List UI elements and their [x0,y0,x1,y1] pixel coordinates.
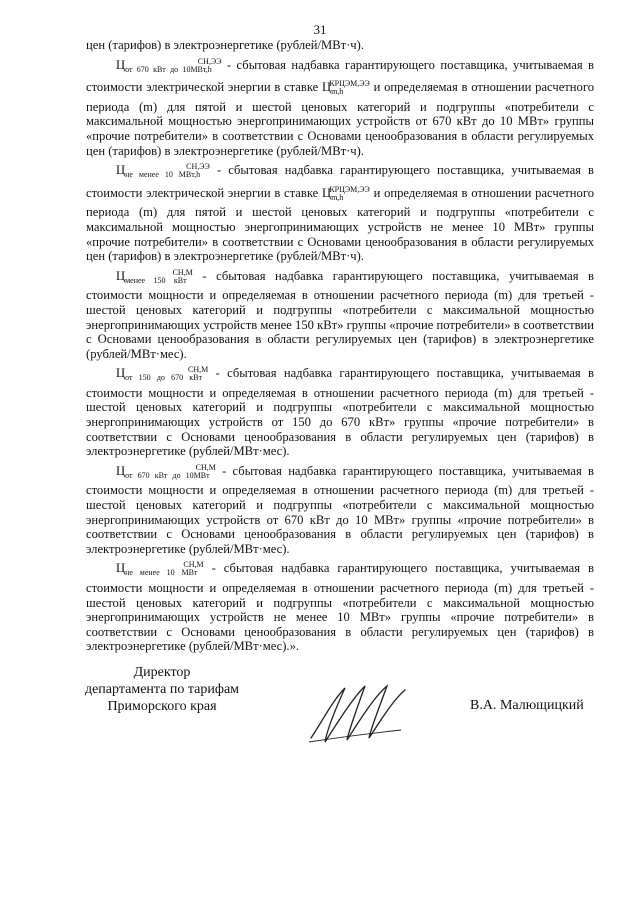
formula-subscript: не менее 10 МВт [125,568,198,578]
signatory-region: Приморского края [107,699,217,714]
paragraph-text: - сбытовая надбавка гарантирующего поставщика, учитываемая в стоимости мощности и определяемая в отношении расчетного периода (m) для третьей - шестой ценовых категорий и подгруппы «потребители с максимальной мощностью энергопринимающих устройств менее 150 кВт» группы «прочие потребители» в соответствии с Основами ценообразования в области регулируемых цен (тарифов) в электроэнергетике (рублей/МВт·мес). [86,268,594,361]
formula-subscript: не менее 10 МВт,h [125,170,201,180]
paragraph-text: - сбытовая надбавка гарантирующего поставщика, учитываемая в стоимости мощности и определяемая в отношении расчетного периода (m) для третьей - шестой ценовых категорий и подгруппы «потребители с максимальной мощностью энергопринимающих устройств от 150 до 670 кВт» группы «прочие потребители» в соответствии с Основами ценообразования в области регулируемых цен (тарифов) в электроэнергетике (рублей/МВт·мес). [86,366,594,459]
formula-subscript: менее 150 кВт [125,275,187,285]
signatory-title [72,664,252,715]
signatory-department: департамента по тарифам [84,682,240,697]
formula-superscript: СН,ЭЭ [186,162,210,172]
formula-superscript: СН,М [172,267,193,277]
formula-symbol: Ц [116,463,126,478]
formula-subscript: от 150 до 670 кВт [125,373,203,383]
formula-symbol: Ц [116,57,126,72]
formula-symbol: Ц [116,561,126,576]
formula-superscript: СН,М [183,560,204,570]
paragraph-6 [86,558,594,654]
paragraph-5 [86,461,594,557]
formula-subscript: от 670 кВт до 10МВт [125,470,210,480]
formula-superscript: КРЦЭМ,ЭЭ [329,184,370,194]
handwritten-signature [305,680,415,750]
formula-symbol: Ц [116,366,126,381]
formula-superscript: СН,М [195,462,216,472]
paragraph-2 [86,160,594,264]
formula-symbol: Ц [116,163,126,178]
paragraph-text: - сбытовая надбавка гарантирующего поставщика, учитываемая в стоимости мощности и определяемая в отношении расчетного периода (m) для третьей - шестой ценовых категорий и подгруппы «потребители с максимальной мощностью энергопринимающих устройств от 670 кВт до 10 МВт» группы «прочие потребители» в соответствии с Основами ценообразования в области регулируемых цен (тарифов) в электроэнергетике (рублей/МВт·мес). [86,463,595,556]
formula-superscript: КРЦЭМ,ЭЭ [329,79,370,89]
formula-subscript: от 670 кВт до 10МВт,h [125,64,212,74]
paragraph-text: - сбытовая надбавка гарантирующего поставщика, учитываемая в стоимости электрической энергии в ставке Ц [86,57,594,95]
document-body [86,38,594,654]
paragraph-text: - сбытовая надбавка гарантирующего поставщика, учитываемая в стоимости электрической энергии в ставке Ц [86,163,595,200]
formula-superscript: СН,ЭЭ [197,56,222,66]
formula-superscript: СН,М [188,365,209,375]
intro-line: цен (тарифов) в электроэнергетике (рублей/МВт·ч). [86,38,364,52]
signatory-name: В.А. Малющицкий [470,698,584,713]
signatory-position: Директор [133,665,191,680]
page-number: 31 [313,22,327,37]
paragraph-3 [86,266,594,362]
paragraph-4 [86,363,594,459]
formula-subscript: m,h [331,192,344,202]
paragraph-text: и определяемая в отношении расчетного периода (m) для пятой и шестой ценовых категорий и подгруппы «потребители с максимальной мощностью энергопринимающих устройств от 670 кВт до 10 МВт» группы «прочие потребители» в соответствии с Основами ценообразования в области регулируемых цен (тарифов) в электроэнергетике (рублей/МВт·ч). [86,80,594,158]
paragraph-text: и определяемая в отношении расчетного периода (m) для пятой и шестой ценовых категорий и подгруппы «потребители с максимальной мощностью энергопринимающих устройств не менее 10 МВт» группы «прочие потребители» в соответствии с Основами ценообразования в области регулируемых цен (тарифов) в электроэнергетике (рублей/МВт·ч). [86,185,594,264]
formula-symbol: Ц [116,268,126,283]
paragraph-text: - сбытовая надбавка гарантирующего поставщика, учитываемая в стоимости мощности и определяемая в отношении расчетного периода (m) для третьей - шестой ценовых категорий и подгруппы «потребители с максимальной мощностью энергопринимающих устройств не менее 10 МВт» группы «прочие потребители» в соответствии с Основами ценообразования в области регулируемых цен (тарифов) в электроэнергетике (рублей/МВт·мес).». [86,561,594,654]
paragraph-1 [86,55,594,159]
formula-subscript: m,h [331,87,344,97]
